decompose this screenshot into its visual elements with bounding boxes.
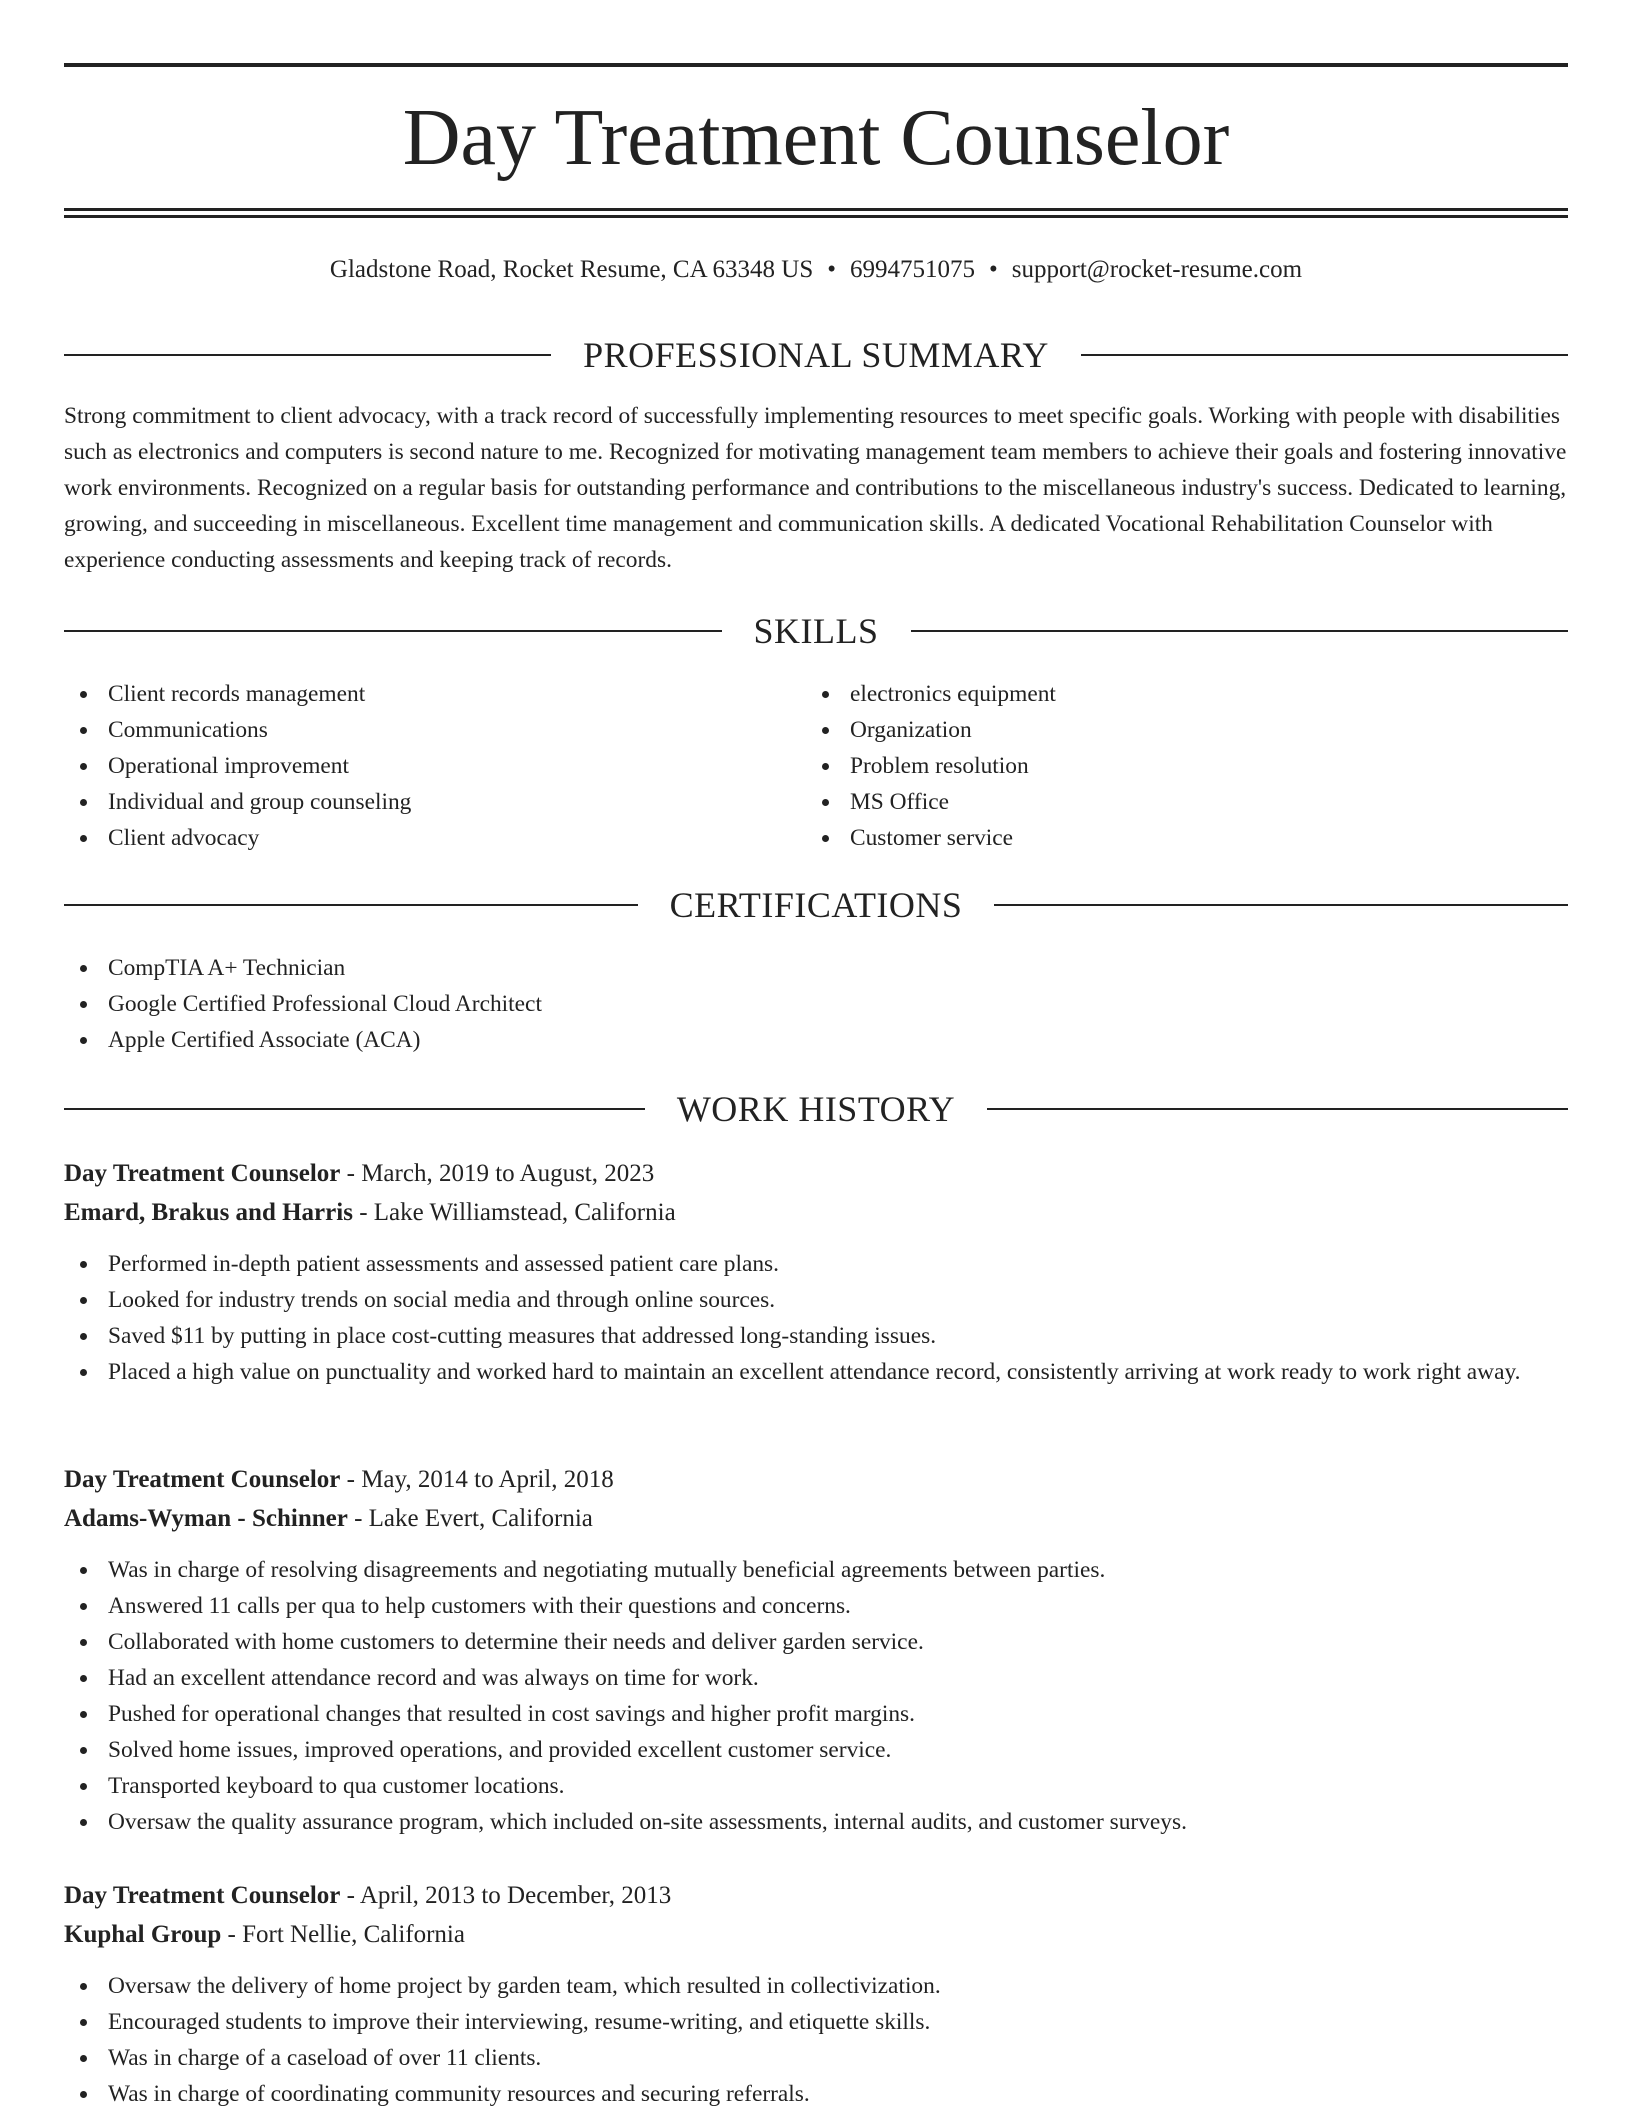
job-duty: Transported keyboard to qua customer locations. <box>64 1768 1568 1804</box>
skill-item: MS Office <box>806 784 1056 820</box>
skill-item: Client records management <box>64 676 411 712</box>
job-title-line <box>64 1460 1568 1499</box>
job-company: Kuphal Group <box>64 1921 222 1948</box>
job-duties-list <box>64 1968 1568 2112</box>
job-duty: Oversaw the quality assurance program, which included on-site assessments, internal audits, and customer surveys. <box>64 1804 1568 1840</box>
job-dates: May, 2014 to April, 2018 <box>361 1466 614 1493</box>
certification-item: Apple Certified Associate (ACA) <box>64 1022 542 1058</box>
skill-item: electronics equipment <box>806 676 1056 712</box>
skill-item: Organization <box>806 712 1056 748</box>
resume-title: Day Treatment Counselor <box>402 94 1230 182</box>
job-duty: Solved home issues, improved operations, and provided excellent customer service. <box>64 1732 1568 1768</box>
job-duty: Had an excellent attendance record and was always on time for work. <box>64 1660 1568 1696</box>
skill-item: Problem resolution <box>806 748 1056 784</box>
summary-section-header <box>64 333 1568 377</box>
job-company: Emard, Brakus and Harris <box>64 1199 353 1226</box>
job-title: Day Treatment Counselor <box>64 1160 341 1187</box>
certifications-section-header <box>64 883 1568 927</box>
summary-heading: PROFESSIONAL SUMMARY <box>583 335 1049 375</box>
job-location: Fort Nellie, California <box>242 1921 465 1948</box>
title-double-divider <box>64 208 1568 218</box>
contact-separator: • <box>827 256 836 283</box>
section-rule-left <box>64 354 551 356</box>
skill-item: Operational improvement <box>64 748 411 784</box>
job-company-line <box>64 1915 1568 1954</box>
contact-email: support@rocket-resume.com <box>1011 256 1303 283</box>
work-history-section-header <box>64 1087 1568 1131</box>
job-duty: Encouraged students to improve their interviewing, resume-writing, and etiquette skills. <box>64 2004 1568 2040</box>
job-duty: Pushed for operational changes that resulted in cost savings and higher profit margins. <box>64 1696 1568 1732</box>
job-dates: April, 2013 to December, 2013 <box>359 1882 672 1909</box>
job-duty: Collaborated with home customers to determine their needs and deliver garden service. <box>64 1624 1568 1660</box>
job-duty: Was in charge of coordinating community resources and securing referrals. <box>64 2076 1568 2112</box>
skill-item: Individual and group counseling <box>64 784 411 820</box>
skills-list-right <box>806 676 1056 856</box>
job-location: Lake Williamstead, California <box>373 1199 676 1226</box>
job-duty: Performed in-depth patient assessments and assessed patient care plans. <box>64 1246 1568 1282</box>
job-dash: - <box>340 1160 362 1187</box>
job-duty: Oversaw the delivery of home project by garden team, which resulted in collectivization. <box>64 1968 1568 2004</box>
job-duty: Placed a high value on punctuality and worked hard to maintain an excellent attendance record, consistently arriving at work ready to work right away. <box>64 1354 1568 1390</box>
job-entry <box>64 1154 1568 1390</box>
job-duty: Looked for industry trends on social media and through online sources. <box>64 1282 1568 1318</box>
section-rule-right <box>911 630 1569 632</box>
job-duty: Was in charge of a caseload of over 11 clients. <box>64 2040 1568 2076</box>
summary-text: Strong commitment to client advocacy, with a track record of successfully implementing resources to meet specific goals. Working with people with disabilities such as electronics and computers is second nature to me. Recognized for motivating management team members to achieve their goals and fostering innovative work environments. Recognized on a regular basis for outstanding performance and contributions to the miscellaneous industry's success. Dedicated to learning, growing, and succeeding in miscellaneous. Excellent time management and communication skills. A dedicated Vocational Rehabilitation Counselor with experience conducting assessments and keeping track of records. <box>64 403 1567 573</box>
skills-section-header <box>64 609 1568 653</box>
job-dates: March, 2019 to August, 2023 <box>361 1160 655 1187</box>
job-duty: Was in charge of resolving disagreements and negotiating mutually beneficial agreements between parties. <box>64 1552 1568 1588</box>
job-company-line <box>64 1193 1568 1232</box>
skill-item: Customer service <box>806 820 1056 856</box>
section-rule-right <box>987 1108 1568 1110</box>
job-dash: - <box>352 1199 374 1226</box>
job-duties-list <box>64 1246 1568 1390</box>
job-company-line <box>64 1499 1568 1538</box>
section-rule-left <box>64 904 638 906</box>
job-dash: - <box>221 1921 243 1948</box>
skill-item: Communications <box>64 712 411 748</box>
job-dash: - <box>347 1505 369 1532</box>
job-dash: - <box>340 1882 360 1909</box>
work-history-heading: WORK HISTORY <box>676 1089 956 1129</box>
job-title: Day Treatment Counselor <box>64 1466 341 1493</box>
job-title-line <box>64 1154 1568 1193</box>
certifications-list <box>64 950 542 1058</box>
certification-item: CompTIA A+ Technician <box>64 950 542 986</box>
certifications-heading: CERTIFICATIONS <box>669 885 963 925</box>
section-rule-right <box>1081 354 1568 356</box>
job-entry <box>64 1876 1568 2112</box>
section-rule-left <box>64 630 722 632</box>
job-title-line <box>64 1876 1568 1915</box>
section-rule-left <box>64 1108 645 1110</box>
contact-address: Gladstone Road, Rocket Resume, CA 63348 US <box>329 256 814 283</box>
job-duty: Saved $11 by putting in place cost-cutting measures that addressed long-standing issues. <box>64 1318 1568 1354</box>
top-divider <box>64 63 1568 67</box>
contact-phone: 6994751075 <box>850 256 975 283</box>
skill-item: Client advocacy <box>64 820 411 856</box>
section-rule-right <box>994 904 1568 906</box>
job-location: Lake Evert, California <box>368 1505 593 1532</box>
skills-heading: SKILLS <box>753 611 879 651</box>
contact-line <box>64 254 1568 286</box>
contact-separator: • <box>989 256 998 283</box>
skills-list-left <box>64 676 411 856</box>
job-title: Day Treatment Counselor <box>64 1882 341 1909</box>
job-duty: Answered 11 calls per qua to help customers with their questions and concerns. <box>64 1588 1568 1624</box>
job-entry <box>64 1460 1568 1840</box>
job-duties-list <box>64 1552 1568 1840</box>
certification-item: Google Certified Professional Cloud Architect <box>64 986 542 1022</box>
job-company: Adams-Wyman - Schinner <box>64 1505 348 1532</box>
job-dash: - <box>340 1466 362 1493</box>
